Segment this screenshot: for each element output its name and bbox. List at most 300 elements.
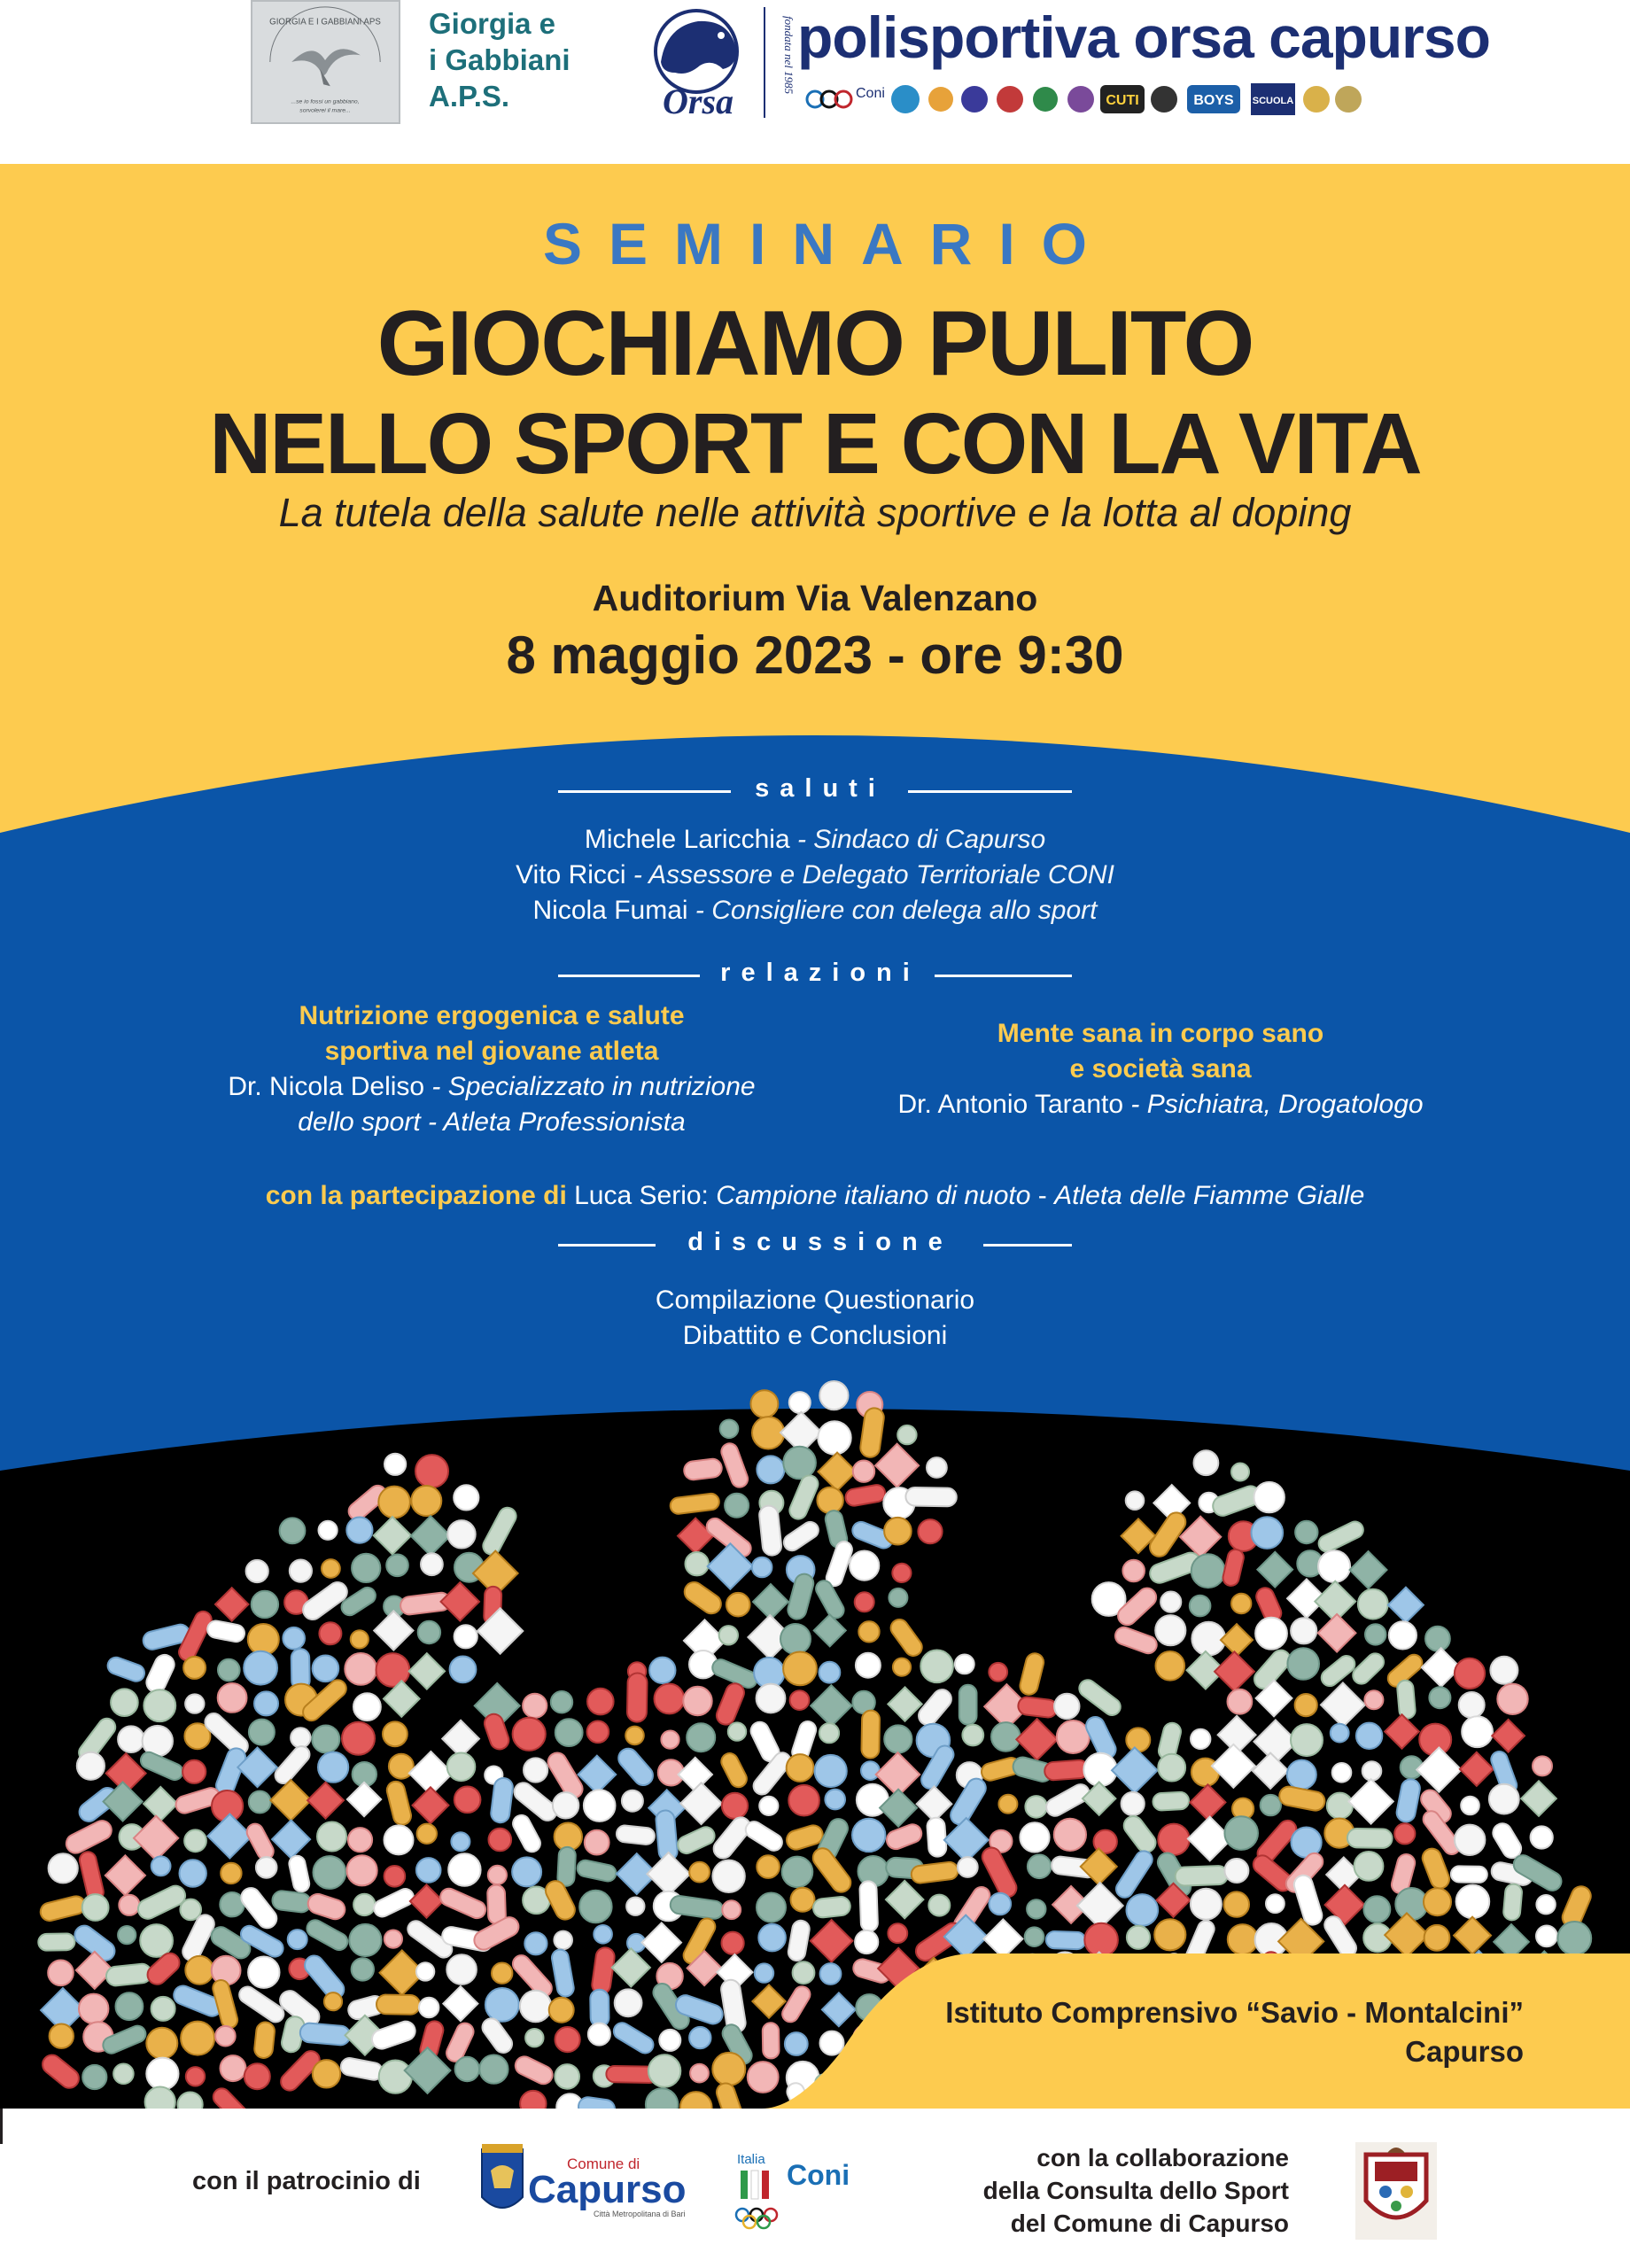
pill-shape	[221, 1863, 241, 1884]
pill-shape	[818, 1421, 850, 1454]
pill-shape	[184, 1829, 206, 1852]
pill-shape	[587, 1689, 614, 1715]
pill-shape	[1016, 1719, 1058, 1760]
pill-shape	[615, 1744, 657, 1789]
pill-shape	[118, 1926, 136, 1944]
pill-shape	[780, 1624, 811, 1654]
sponsor-label: SCUOLA	[1252, 96, 1294, 106]
capurso-logo-small: Comune di	[567, 2155, 640, 2172]
pill-shape	[384, 1866, 406, 1887]
pill-shape	[1347, 1829, 1393, 1848]
talk-right	[850, 1016, 1471, 1122]
sponsor-label: BOYS	[1193, 93, 1234, 108]
pill-shape	[959, 1685, 977, 1725]
pill-shape	[856, 1653, 881, 1678]
participation-line	[0, 1181, 1630, 1211]
pill-shape	[1221, 1624, 1253, 1656]
gabbiani-logo-motto-1: ...se io fossi un gabbiano,	[291, 98, 360, 105]
pill-shape	[557, 1846, 576, 1886]
pill-shape	[955, 1655, 974, 1674]
pill-shape	[1222, 1548, 1246, 1587]
pill-shape	[655, 1684, 685, 1714]
pill-shape	[1385, 1714, 1419, 1749]
pill-shape	[1397, 1680, 1417, 1719]
pill-shape	[384, 1454, 406, 1475]
pill-shape	[105, 1655, 147, 1683]
pill-shape	[218, 1659, 240, 1682]
talk-left-title: sportiva nel giovane atleta	[324, 1037, 659, 1066]
pill-shape	[416, 1858, 441, 1883]
pill-shape	[1155, 1615, 1185, 1645]
pill-shape	[421, 1553, 443, 1575]
pill-shape	[683, 1458, 723, 1481]
pill-shape	[1536, 1926, 1557, 1947]
pill-shape	[207, 1814, 252, 1859]
pill-shape	[288, 1930, 307, 1949]
pill-shape	[1461, 1797, 1479, 1815]
pill-shape	[1362, 1761, 1382, 1781]
pill-shape	[523, 1694, 547, 1718]
pill-shape	[512, 1857, 541, 1886]
pill-shape	[752, 1557, 772, 1578]
pill-shape	[1295, 1521, 1317, 1543]
patronage-label: con il patrocinio di	[192, 2167, 421, 2195]
pill-shape	[758, 1924, 786, 1952]
pill-shape	[1045, 1931, 1085, 1950]
pill-shape	[348, 1828, 372, 1852]
seminar-kicker: SEMINARIO	[542, 211, 1114, 276]
pill-shape	[1126, 1728, 1150, 1751]
pill-shape	[1318, 1550, 1350, 1582]
pill-shape	[962, 1725, 983, 1746]
pill-shape	[144, 1787, 177, 1821]
pill-shape	[1456, 1885, 1490, 1919]
pill-shape	[584, 1790, 616, 1821]
pill-shape	[1318, 1652, 1358, 1689]
pill-shape	[1154, 1919, 1185, 1950]
pill-shape	[378, 1487, 410, 1518]
pill-shape	[1255, 1618, 1287, 1650]
pill-shape	[1350, 1551, 1387, 1588]
pill-shape	[1158, 1824, 1189, 1855]
pill-shape	[454, 1625, 477, 1648]
pill-shape	[888, 1923, 907, 1943]
pill-shape	[889, 1588, 907, 1607]
pill-shape	[1291, 1724, 1323, 1756]
gabbiani-logo-text: GIORGIA E I GABBIANI APS	[269, 17, 381, 27]
pill-shape	[313, 1656, 339, 1682]
venue: Auditorium Via Valenzano	[592, 578, 1038, 618]
pill-shape	[82, 1894, 109, 1921]
pill-shape	[1017, 1696, 1058, 1718]
pill-shape	[385, 1780, 413, 1827]
pill-shape	[1191, 1622, 1225, 1656]
pill-shape	[679, 1758, 712, 1791]
capurso-logo-big: Capurso	[528, 2168, 687, 2211]
pill-shape	[1521, 1781, 1556, 1816]
pill-shape	[448, 1853, 480, 1885]
participation-name: Luca Serio:	[566, 1181, 709, 1210]
pill-shape	[722, 1932, 744, 1954]
pill-shape	[1113, 1848, 1155, 1901]
pill-shape	[271, 1890, 312, 1913]
pill-shape	[725, 1494, 749, 1518]
pill-shape	[1231, 1464, 1249, 1481]
pill-shape	[742, 1819, 785, 1854]
pill-shape	[384, 1825, 414, 1854]
pill-shape	[1291, 1618, 1316, 1643]
pill-shape	[454, 1485, 478, 1510]
pill-shape	[252, 1591, 278, 1618]
coni-name: Coni	[787, 2159, 850, 2191]
pill-shape	[1127, 1926, 1150, 1949]
pill-shape	[319, 1521, 338, 1540]
pill-shape	[417, 1824, 437, 1844]
pill-shape	[1025, 1927, 1044, 1946]
pill-shape	[782, 1857, 813, 1888]
school-name-line: Capurso	[1405, 2035, 1524, 2068]
gabbiani-logo-motto-2: sorvolerei il mare...	[299, 107, 351, 114]
pill-shape	[790, 1690, 810, 1710]
pill-shape	[1112, 1747, 1158, 1793]
pill-shape	[1081, 1848, 1117, 1884]
pill-shape	[314, 1856, 346, 1889]
pill-shape	[291, 1728, 310, 1747]
pill-shape	[1127, 1894, 1159, 1926]
pill-shape	[578, 1756, 617, 1794]
pill-shape	[1454, 1917, 1491, 1954]
pill-shape	[998, 1795, 1017, 1814]
pill-shape	[1395, 1888, 1427, 1920]
pill-shape	[927, 1457, 947, 1478]
pill-shape	[1536, 1895, 1555, 1914]
pill-shape	[825, 1790, 845, 1810]
pill-shape	[1212, 1744, 1255, 1788]
pill-shape	[254, 1691, 278, 1715]
pill-shape	[447, 1520, 475, 1548]
pill-shape	[884, 1725, 912, 1752]
pill-shape	[897, 1425, 916, 1444]
pill-shape	[585, 1830, 609, 1855]
pill-shape	[1417, 1747, 1461, 1791]
pill-shape	[151, 1856, 171, 1876]
pill-shape	[817, 1487, 842, 1513]
saluti-line	[0, 893, 1630, 928]
pill-shape	[689, 1862, 710, 1883]
pill-shape	[892, 1564, 911, 1582]
pill-shape	[819, 1662, 841, 1683]
coni-italia-text: Italia	[737, 2152, 765, 2167]
pill-shape	[249, 1791, 271, 1814]
pill-shape	[524, 1932, 547, 1954]
pill-shape	[1057, 1720, 1090, 1753]
capurso-logo-sub: Città Metropolitana di Bari	[594, 2210, 686, 2218]
pill-shape	[1331, 1724, 1349, 1743]
talk-left-role: dello sport - Atleta Professionista	[298, 1107, 686, 1137]
pill-shape	[374, 1517, 411, 1554]
pill-shape	[757, 1684, 786, 1713]
pill-shape	[622, 1790, 643, 1812]
pill-shape	[418, 1621, 440, 1643]
pill-shape	[38, 1933, 74, 1950]
pill-shape	[787, 1754, 814, 1782]
pill-shape	[376, 1653, 410, 1687]
school-name	[850, 1993, 1524, 2071]
pill-shape	[409, 1653, 445, 1689]
pill-shape	[489, 1829, 512, 1852]
pill-shape	[312, 1726, 339, 1753]
pill-shape	[374, 1611, 413, 1650]
pill-shape	[787, 1472, 820, 1521]
pill-shape	[322, 1559, 340, 1578]
discussione-item: Compilazione Questionario	[655, 1285, 975, 1315]
pill-shape	[714, 1681, 747, 1728]
sponsor-label: Coni	[856, 86, 885, 101]
sponsor-label: CUTI	[1106, 93, 1139, 108]
pill-shape	[384, 1930, 402, 1948]
pill-shape	[728, 1722, 746, 1740]
pill-shape	[1451, 1866, 1487, 1883]
pill-shape	[944, 1915, 988, 1959]
pill-shape	[1190, 1784, 1225, 1820]
pill-shape	[884, 1821, 924, 1852]
pill-shape	[875, 1444, 919, 1487]
pill-shape	[886, 1881, 923, 1918]
pill-shape	[410, 1884, 443, 1917]
pill-shape	[1228, 1689, 1253, 1714]
pill-shape	[625, 1727, 644, 1745]
pill-shape	[244, 1821, 276, 1862]
pill-shape	[290, 1560, 312, 1582]
pill-shape	[349, 1924, 381, 1956]
participation-role: Atleta delle Fiamme Gialle	[1054, 1181, 1365, 1210]
pill-shape	[1156, 1651, 1185, 1681]
pill-shape	[719, 1441, 750, 1490]
pill-shape	[1533, 1756, 1552, 1775]
pill-shape	[272, 1743, 313, 1787]
pill-shape	[1489, 1784, 1519, 1814]
collaboration-line: del Comune di Capurso	[1010, 2210, 1289, 2237]
pill-shape	[1266, 1894, 1285, 1913]
pill-shape	[1349, 1650, 1387, 1687]
pill-shape	[661, 1731, 679, 1749]
consulta-dello-sport-logo	[1355, 2142, 1437, 2240]
pill-shape	[683, 1687, 711, 1715]
pill-shape	[140, 1924, 173, 1957]
sponsor-logo-strip	[799, 78, 1366, 120]
pill-shape	[1175, 1866, 1228, 1886]
pill-shape	[1388, 1588, 1424, 1623]
participation-label: con la partecipazione di	[265, 1181, 567, 1210]
pill-shape	[647, 1852, 689, 1895]
pill-shape	[1364, 1896, 1391, 1922]
pill-shape	[649, 1658, 675, 1683]
pill-shape	[1027, 1899, 1045, 1918]
coni-rings-icon	[807, 91, 851, 107]
pill-shape	[183, 1657, 206, 1679]
saluti-person-role: - Assessore e Delegato Territoriale CONI	[625, 860, 1114, 889]
pill-shape	[884, 1518, 912, 1545]
pill-shape	[852, 1819, 885, 1852]
gabbiani-name-line: i Gabbiani	[429, 43, 570, 76]
orsa-bear-logo	[636, 0, 760, 120]
pill-shape	[411, 1516, 450, 1555]
pill-shape	[1321, 1682, 1365, 1727]
pill-shape	[438, 1886, 488, 1922]
pill-shape	[1424, 1888, 1451, 1915]
pill-shape	[270, 1780, 311, 1821]
participation-role: Campione italiano di nuoto	[708, 1181, 1031, 1210]
pill-shape	[555, 1719, 583, 1746]
pill-shape	[1224, 1816, 1258, 1850]
pill-shape	[551, 1691, 572, 1713]
talk-left-role: - Specializzato in nutrizione	[424, 1072, 756, 1101]
orsa-tagline-text: fondata nel 1985	[782, 16, 796, 95]
saluti-person-name: Nicola Fumai	[532, 896, 688, 925]
pill-shape	[687, 1723, 715, 1751]
pill-shape	[814, 1614, 846, 1646]
pill-shape	[1295, 1694, 1317, 1716]
pill-shape	[927, 1817, 947, 1857]
pill-shape	[783, 1447, 816, 1480]
pill-shape	[1257, 1552, 1292, 1588]
pill-shape	[1231, 1594, 1251, 1613]
pill-shape	[757, 1456, 784, 1483]
pill-shape	[283, 1627, 305, 1650]
pill-shape	[783, 1652, 817, 1686]
pill-shape	[788, 1785, 819, 1816]
pill-shape	[180, 1899, 201, 1921]
pill-shape	[989, 1663, 1007, 1682]
pill-shape	[1385, 1913, 1429, 1957]
pill-shape	[480, 1504, 519, 1557]
pill-shape	[918, 1519, 942, 1543]
pill-shape	[1113, 1625, 1159, 1656]
pill-shape	[722, 1793, 748, 1819]
pill-shape	[789, 1392, 811, 1413]
pill-shape	[917, 1786, 952, 1821]
pill-shape	[819, 1381, 848, 1410]
pill-shape	[77, 1752, 105, 1780]
pill-shape	[1389, 1621, 1417, 1649]
pill-shape	[1348, 1779, 1393, 1823]
pill-shape	[111, 1689, 138, 1716]
pill-shape	[1158, 1754, 1185, 1782]
pill-shape	[726, 1593, 750, 1617]
pill-shape	[888, 1616, 926, 1659]
pill-shape	[182, 1760, 206, 1783]
pill-shape	[859, 1881, 878, 1931]
pill-shape	[1194, 1450, 1219, 1475]
talk-left	[195, 998, 788, 1140]
pill-shape	[1557, 1922, 1591, 1955]
pill-shape	[1253, 1752, 1288, 1788]
pill-shape	[1462, 1716, 1493, 1747]
pill-shape	[1460, 1752, 1494, 1786]
pill-shape	[218, 1683, 247, 1713]
pill-shape	[371, 1886, 416, 1920]
pill-shape	[347, 1783, 381, 1816]
pill-shape	[861, 1761, 880, 1780]
pill-shape	[347, 1855, 377, 1885]
pill-shape	[718, 1751, 749, 1790]
pill-shape	[815, 1755, 847, 1787]
pill-shape	[627, 1673, 648, 1721]
pill-shape	[1126, 1491, 1145, 1510]
pill-shape	[1025, 1796, 1047, 1818]
event-date: 8 maggio 2023 - ore 9:30	[506, 625, 1124, 685]
pill-shape	[928, 1895, 950, 1916]
title-line-1: GIOCHIAMO PULITO	[376, 292, 1254, 395]
orsa-logo-text: Orsa	[662, 82, 734, 121]
pill-shape	[1254, 1482, 1285, 1512]
pill-shape	[1497, 1684, 1527, 1714]
pill-shape	[791, 1888, 815, 1912]
pill-shape	[1191, 1729, 1210, 1749]
pill-shape	[759, 1797, 778, 1815]
pill-shape	[757, 1893, 786, 1922]
pill-shape	[441, 1582, 479, 1620]
pill-shape	[1502, 1884, 1522, 1921]
pill-shape	[1316, 1518, 1365, 1554]
pill-shape	[386, 1555, 408, 1577]
pill-shape	[1358, 1589, 1388, 1619]
pill-shape	[306, 1891, 347, 1922]
pill-shape	[1044, 1759, 1090, 1781]
pill-shape	[352, 1554, 380, 1582]
pill-shape	[1287, 1760, 1316, 1790]
pill-shape	[1425, 1627, 1450, 1651]
pill-shape	[893, 1658, 911, 1676]
pill-shape	[1318, 1614, 1356, 1652]
pill-shape	[383, 1721, 408, 1746]
pill-shape	[1287, 1648, 1319, 1680]
pill-shape	[861, 1710, 880, 1758]
pill-shape	[616, 1825, 656, 1845]
pill-shape	[144, 1689, 175, 1721]
talk-right-title: e società sana	[1069, 1054, 1252, 1084]
pill-shape	[719, 1626, 738, 1644]
talk-right-speaker: Dr. Antonio Taranto	[897, 1090, 1124, 1119]
pill-shape	[753, 1584, 788, 1619]
discussione-heading: discussione	[687, 1228, 953, 1256]
pill-shape	[983, 1919, 1022, 1958]
pill-shape	[1429, 1687, 1450, 1708]
pill-shape	[1459, 1692, 1485, 1718]
pill-shape	[119, 1895, 139, 1915]
pill-shape	[1422, 1648, 1461, 1687]
pill-shape	[888, 1687, 921, 1720]
pill-shape	[751, 1390, 779, 1418]
collaboration-line: della Consulta dello Sport	[982, 2177, 1289, 2204]
pill-shape	[346, 1518, 372, 1543]
relazioni-heading: relazioni	[720, 959, 920, 987]
gabbiani-name-line: A.P.S.	[429, 80, 510, 113]
pill-shape	[1490, 1657, 1517, 1684]
pill-shape	[850, 1551, 879, 1581]
pill-shape	[554, 1931, 572, 1950]
talk-left-title: Nutrizione ergogenica e salute	[299, 1001, 685, 1030]
school-name-line: Istituto Comprensivo “Savio - Montalcini”	[945, 1996, 1524, 2029]
pill-shape	[318, 1752, 348, 1783]
pill-shape	[1492, 1720, 1525, 1752]
pill-shape	[304, 1917, 351, 1953]
pill-shape	[819, 1723, 839, 1743]
saluti-person-name: Vito Ricci	[516, 860, 626, 889]
comune-di-capurso-logo	[478, 2144, 726, 2222]
pill-shape	[1191, 1554, 1225, 1588]
pill-shape	[858, 1621, 879, 1642]
